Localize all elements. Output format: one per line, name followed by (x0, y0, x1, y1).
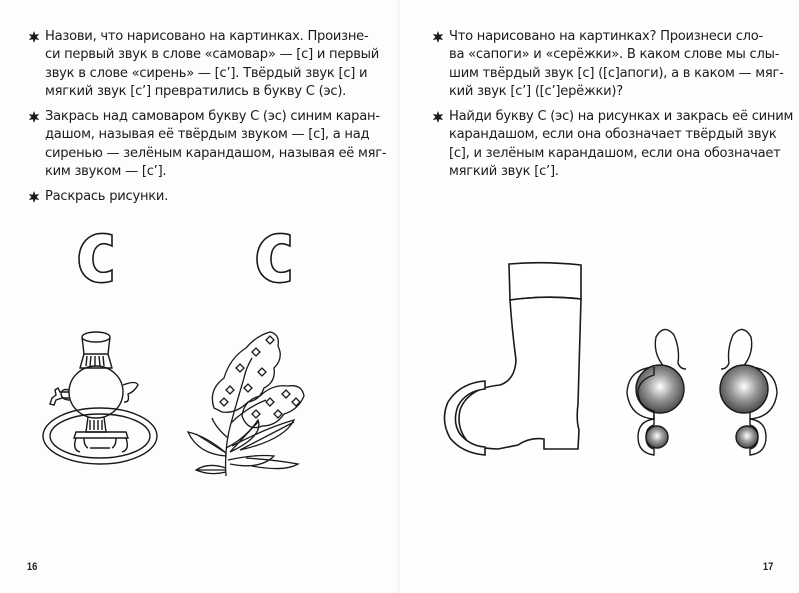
instruction-line: ким звуком — [с’]. (45, 164, 167, 180)
instruction-item (28, 188, 373, 206)
instruction-line: шим твёрдый звук [с] ([с]апоги), а в каком — мяг- (449, 65, 784, 81)
instruction-line: кий звук [с’] ([с’]ерёжки)? (449, 83, 623, 99)
instruction-line: Найди букву С (эс) на рисунках и закрась её синим (449, 109, 794, 125)
outlined-letter-s-samovar[interactable] (76, 232, 116, 284)
instruction-line: дашом, называя её твёрдым звуком — [с], а над (45, 127, 370, 143)
left-instructions (28, 28, 387, 214)
samovar-icon (40, 328, 160, 468)
instruction-item (28, 28, 380, 101)
star-bullet-icon (432, 111, 444, 123)
instruction-line: Что нарисовано на картинках? Произнеси сло- (449, 29, 764, 44)
instruction-line: Назови, что нарисовано на картинках. Произне- (45, 29, 369, 44)
outlined-letter-s-lilac[interactable] (254, 232, 294, 284)
right-instructions (432, 28, 794, 188)
instruction-line: Закрась над самоваром букву С (эс) синим каран- (45, 109, 380, 125)
instruction-line: звук в слове «сирень» — [с’]. Твёрдый звук [с] и (45, 65, 368, 81)
star-bullet-icon (28, 191, 40, 203)
star-bullet-icon (28, 31, 40, 43)
instruction-line: Раскрась рисунки. (45, 189, 169, 205)
instruction-item (28, 108, 387, 181)
lilac-icon (186, 328, 336, 476)
star-bullet-icon (432, 31, 444, 43)
instruction-item (432, 108, 794, 181)
instruction-line: [с], и зелёным карандашом, если она обозначает (449, 145, 781, 161)
instruction-line: мягкий звук [с’] превратились в букву С (эс). (45, 83, 347, 99)
page-number-right: 17 (762, 561, 774, 573)
instruction-line: карандашом, если она обозначает твёрдый звук (449, 127, 777, 143)
instruction-line: мягкий звук [с’]. (449, 164, 559, 180)
star-bullet-icon (28, 111, 40, 123)
boot-icon[interactable] (438, 260, 608, 456)
instruction-line: си первый звук в слове «самовар» — [с] и первый (45, 47, 380, 63)
right-page (400, 0, 799, 593)
instruction-line: сиренью — зелёным карандашом, называя её мяг- (45, 145, 387, 161)
page-number-left: 16 (26, 561, 38, 573)
earrings-icon[interactable] (622, 327, 782, 472)
instruction-item (432, 28, 784, 101)
instruction-line: ва «сапоги» и «серёжки». В каком слове мы слы- (449, 47, 780, 63)
